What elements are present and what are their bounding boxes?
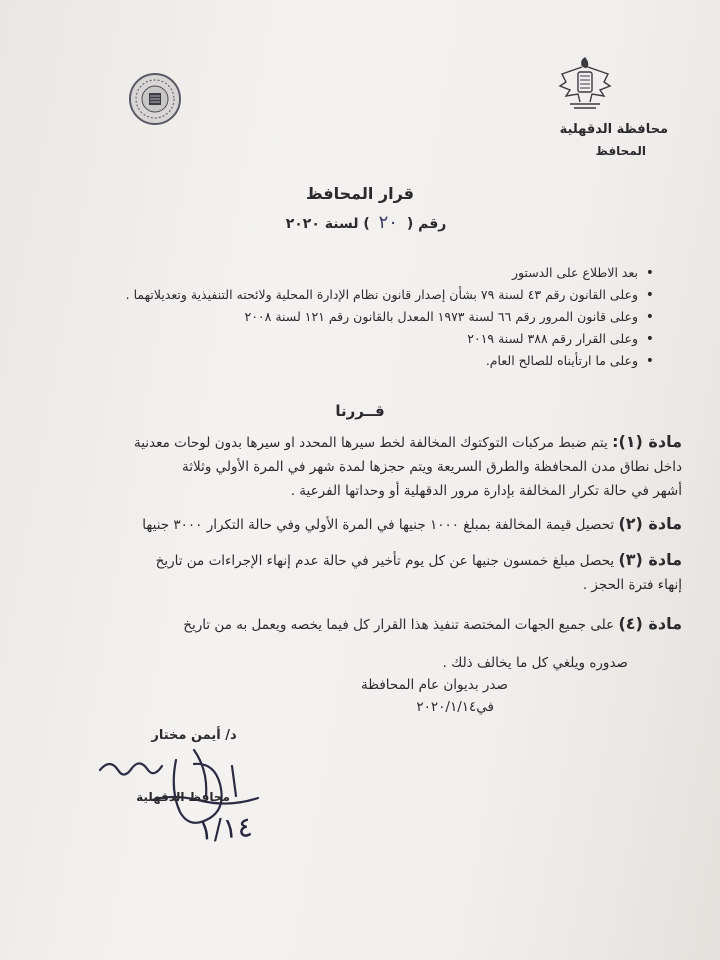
preamble-item: • وعلى ما ارتأيناه للصالح العام. [44, 350, 654, 372]
signatory-name: د/ أيمن مختار [151, 728, 237, 743]
governor-role: المحافظ [595, 144, 646, 158]
article-text: تحصيل قيمة المخالفة بمبلغ ١٠٠٠ جنيها في المرة الأولي وفي حالة التكرار ٣٠٠٠ جنيها [142, 517, 615, 533]
preamble-item: • وعلى قانون المرور رقم ٦٦ لسنة ١٩٧٣ المعدل بالقانون رقم ١٢١ لسنة ٢٠٠٨ [44, 306, 654, 328]
decree-number-suffix: ) لسنة ٢٠٢٠ [285, 216, 370, 232]
decree-number-handwritten: ٢٠ [378, 212, 398, 233]
article-text: إنهاء فترة الحجز . [582, 577, 682, 593]
article-text: يتم ضبط مركبات التوكتوك المخالفة لخط سيرها المحدد او سيرها بدون لوحات معدنية [133, 435, 608, 451]
decree-title: قرار المحافظ [305, 184, 415, 203]
article-1 [22, 430, 682, 503]
egypt-eagle-emblem-icon [556, 52, 614, 114]
article-label: مادة (١): [612, 432, 682, 451]
article-label: مادة (٣) [618, 550, 682, 569]
issued-date: ٢٠٢٠/١/١٤ [416, 699, 477, 715]
preamble-list [44, 262, 654, 372]
preamble-item: • بعد الاطلاع على الدستور [44, 262, 654, 284]
article-text: يحصل مبلغ خمسون جنيها عن كل يوم تأخير في حالة عدم إنهاء الإجراءات من تاريخ [155, 553, 615, 569]
article-3 [22, 548, 682, 597]
handwritten-date: ١/١٤ [196, 810, 254, 847]
governorate-name: محافظة الدقهلية [559, 122, 668, 137]
issued-date-prefix: في [476, 699, 494, 715]
closing-block [361, 652, 680, 718]
official-seal-icon [128, 72, 182, 126]
article-label: مادة (٢) [618, 514, 682, 533]
article-text: على جميع الجهات المختصة تنفيذ هذا القرار كل فيما يخصه ويعمل به من تاريخ [183, 617, 615, 633]
signatory-title: محافظ الدقهلية [136, 790, 230, 804]
preamble-item: • وعلى القانون رقم ٤٣ لسنة ٧٩ بشأن إصدار قانون نظام الإدارة المحلية ولائحته التنفيذية وتعديلاتهما . [44, 284, 654, 306]
decree-number [258, 212, 474, 233]
issued-at: صدر بديوان عام المحافظة [361, 677, 508, 693]
article-text: أشهر في حالة تكرار المخالفة بإدارة مرور الدقهلية أو وحداتها الفرعية . [290, 483, 682, 499]
article-4 [22, 612, 682, 637]
decree-number-prefix: رقم ( [406, 216, 447, 232]
article-text: صدوره ويلغي كل ما يخالف ذلك . [442, 655, 628, 671]
preamble-item: • وعلى القرار رقم ٣٨٨ لسنة ٢٠١٩ [44, 328, 654, 350]
resolved-heading: قــررنا [335, 402, 385, 420]
article-2 [22, 512, 682, 537]
article-text: داخل نطاق مدن المحافظة والطرق السريعة ويتم حجزها لمدة شهر في المرة الأولي وثلاثة [182, 459, 682, 475]
article-label: مادة (٤) [618, 614, 682, 633]
